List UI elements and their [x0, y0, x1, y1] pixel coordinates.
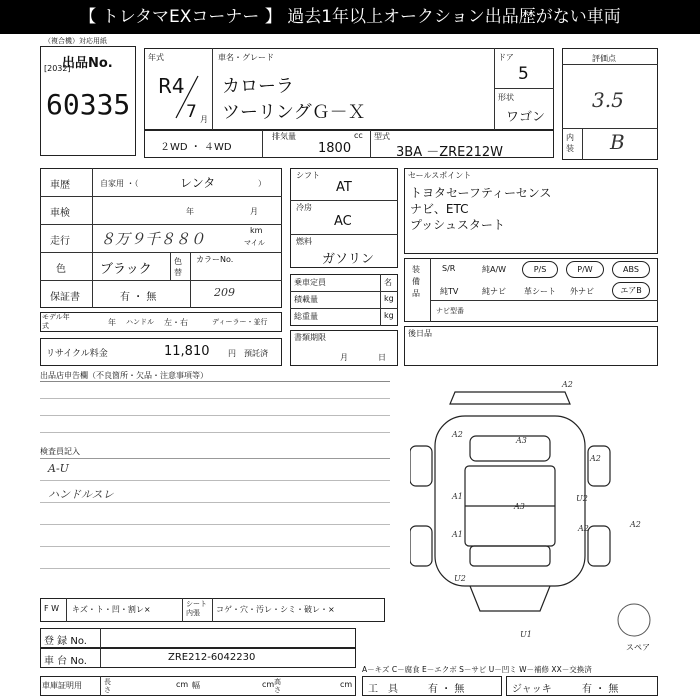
warranty-label: 保証書: [50, 292, 80, 303]
damage-6: A3: [514, 502, 525, 511]
ac-value: AC: [334, 214, 352, 229]
storage-label: 書類期限: [294, 333, 326, 342]
sales-point-3: プッシュスタート: [410, 218, 505, 232]
header-small-text: （複合機）対応用紙: [44, 37, 107, 45]
year-month-unit: 月: [200, 115, 208, 124]
jack-value: 有 ・ 無: [582, 684, 619, 695]
damage-4: A1: [452, 492, 463, 501]
equip-ext-navi: 外ナビ: [570, 287, 594, 296]
inspector-note-1: A-U: [48, 462, 69, 475]
inspector-label: 検査員記入: [40, 447, 80, 456]
equipment-label: 装備品: [412, 265, 420, 298]
model-year-label: モデル年式: [42, 313, 70, 330]
seats-label: 乗車定員: [294, 278, 326, 287]
equip-sr: S/R: [442, 264, 456, 273]
cert-length-unit: cm: [176, 680, 189, 689]
sales-point-2: ナビ、ETC: [410, 202, 469, 216]
cert-width: 幅: [192, 681, 200, 690]
damage-10: A2: [590, 454, 601, 463]
equip-leather: 革シート: [524, 287, 556, 296]
gross-label: 総重量: [294, 312, 318, 321]
jack-label: ジャッキ: [512, 684, 552, 695]
sales-points-label: セールスポイント: [408, 171, 472, 180]
load-label: 積載量: [294, 295, 318, 304]
history-value: レンタ: [180, 176, 216, 190]
cert-length: 長さ: [104, 678, 111, 694]
car-model: カローラ: [222, 76, 294, 97]
inspection-label: 車検: [50, 208, 70, 219]
equip-alloy: 純A/W: [482, 265, 507, 274]
chassis-label: 車 台 No.: [44, 656, 87, 667]
damage-3: A2: [452, 430, 463, 439]
gross-unit: kg: [384, 311, 394, 320]
chassis-value: ZRE212-6042230: [168, 652, 256, 663]
seat-label: シート内張: [186, 600, 207, 617]
registration-label: 登 録 No.: [44, 636, 87, 647]
shift-value: AT: [336, 180, 352, 195]
color-value: ブラック: [100, 262, 152, 277]
damage-7: U2: [576, 494, 588, 503]
color-no-label: カラーNo.: [196, 255, 234, 264]
damage-9: A2: [630, 520, 641, 529]
seats-unit: 名: [384, 278, 392, 287]
mileage-unit-km: km: [250, 226, 263, 235]
equip-pw: P/W: [566, 261, 604, 278]
tools-label: 工 具: [368, 684, 398, 695]
later-items-label: 後日品: [408, 329, 432, 338]
ac-label: 冷房: [296, 203, 312, 212]
shift-label: シフト: [296, 171, 320, 180]
sales-point-1: トヨタセーフティーセンス: [410, 186, 552, 200]
year-month: 7: [186, 102, 197, 122]
inspection-month: 月: [250, 207, 258, 216]
navi-model-label: ナビ型番: [436, 307, 464, 315]
car-grade: ツーリングＧ－Ｘ: [222, 102, 366, 123]
garage-cert-label: 車庫証明用: [42, 681, 82, 690]
cert-width-unit: cm: [262, 680, 275, 689]
dealer-label: ディーラー・並行: [212, 318, 268, 326]
doors-label: ドア: [498, 53, 514, 62]
mileage-unit-mile: マイル: [244, 239, 265, 247]
history-label: 車歴: [50, 180, 70, 191]
history-close: ）: [258, 179, 266, 188]
storage-month: 月: [340, 353, 348, 362]
storage-day: 日: [378, 353, 386, 362]
name-label: 車名・グレード: [218, 53, 274, 62]
rating-score: 3.5: [592, 88, 624, 112]
fuel-value: ガソリン: [322, 252, 375, 267]
seat-text: コゲ・穴・汚レ・シミ・破レ・×: [216, 605, 335, 614]
fuel-label: 燃料: [296, 237, 312, 246]
lot-number: 60335: [46, 88, 131, 121]
model-year-year: 年: [108, 318, 116, 327]
equip-airbag: エアB: [612, 282, 650, 299]
equip-ps: P/S: [522, 261, 558, 278]
registration-row: [40, 628, 356, 648]
displacement-unit: cc: [354, 131, 363, 140]
year-era: R4: [158, 74, 185, 98]
mileage-value: ８万９千８８０: [100, 230, 206, 248]
warranty-value: 有 ・ 無: [120, 292, 157, 303]
body-type-label: 形状: [498, 93, 514, 102]
color-no-value: 209: [214, 286, 235, 299]
lot-code: [2032]: [44, 64, 71, 73]
fw-label: F W: [44, 604, 60, 613]
displacement-label: 排気量: [272, 132, 296, 141]
tools-value: 有 ・ 無: [428, 684, 465, 695]
spare-label: スペア: [626, 643, 650, 652]
load-unit: kg: [384, 294, 394, 303]
doors-value: 5: [518, 64, 529, 84]
drive: ２WD ・ ４WD: [160, 142, 232, 153]
year-label: 年式: [148, 53, 164, 62]
spare-tire-icon: [612, 598, 656, 642]
damage-12: U1: [520, 630, 532, 639]
recycle-label: リサイクル料金: [46, 349, 108, 359]
lot-label: 出品No.: [62, 56, 113, 71]
later-items-box: [404, 326, 658, 366]
fw-text: キズ・ト・凹・割レ×: [72, 605, 151, 614]
damage-5: A1: [452, 530, 463, 539]
inspector-note-2: ハンドルスレ: [48, 488, 114, 501]
inspection-year: 年: [186, 207, 194, 216]
equip-navi: 純ナビ: [482, 287, 506, 296]
damage-legend: A－キズ C－腐食 E－エクボ S－サビ U－凹ミ W－補修 XX－交換済: [362, 665, 592, 674]
model-code-label: 型式: [374, 132, 390, 141]
color-change-label: 色替: [174, 257, 182, 277]
recycle-deposit: 預託済: [244, 349, 268, 358]
displacement-value: 1800: [318, 141, 352, 156]
equip-tv: 純TV: [440, 287, 459, 296]
recycle-unit: 円: [228, 349, 236, 358]
damage-11: U2: [454, 574, 466, 583]
damage-2: A3: [516, 436, 527, 445]
model-code-value: 3BA －ZRE212W: [396, 145, 504, 160]
mileage-label: 走行: [50, 236, 70, 247]
banner: 【 トレタマEXコーナー 】 過去1年以上オークション出品歴がない車両: [0, 0, 700, 34]
interior-label: 内装: [566, 133, 574, 153]
damage-1: A2: [562, 380, 573, 389]
car-damage-diagram: [410, 386, 650, 626]
handle-label: ハンドル: [126, 318, 154, 326]
equip-abs: ABS: [612, 261, 650, 278]
recycle-value: 11,810: [164, 344, 210, 359]
damage-8: A2: [578, 524, 589, 533]
color-label: 色: [56, 264, 66, 275]
rating-label: 評価点: [592, 54, 616, 63]
body-type-value: ワゴン: [506, 110, 546, 125]
cert-height: 高さ: [274, 678, 281, 694]
history-options: 自家用 ・（: [100, 179, 139, 188]
interior-value: B: [610, 130, 625, 154]
handle-value: 左・右: [164, 318, 188, 327]
seller-notes-label: 出品店申告欄（不良箇所・欠品・注意事項等）: [40, 371, 208, 380]
cert-height-unit: cm: [340, 680, 353, 689]
